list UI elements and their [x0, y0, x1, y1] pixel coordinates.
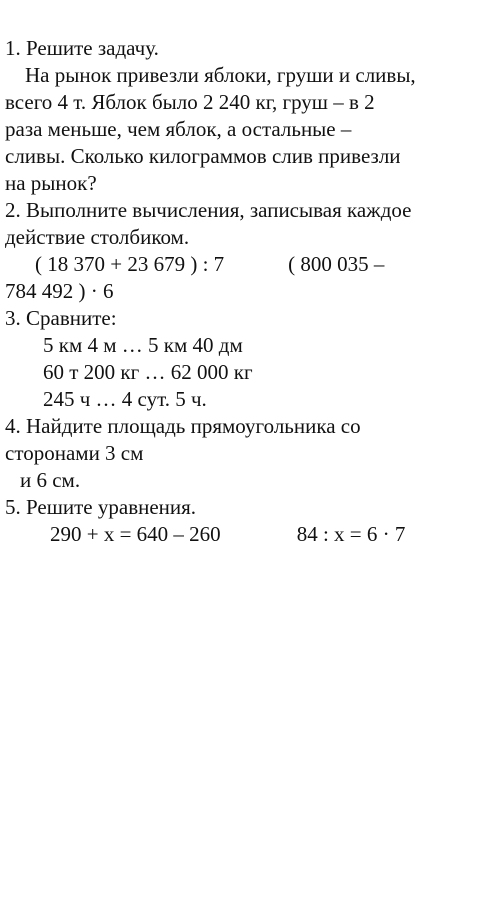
task5-equation-1: 290 + x = 640 – 260: [50, 522, 221, 546]
task3-item-1: 5 км 4 м … 5 км 40 дм: [43, 333, 243, 357]
task3-heading: 3. Сравните:: [5, 306, 117, 330]
task1-line-4: сливы. Сколько килограммов слив привезли: [5, 144, 401, 168]
task1-heading: 1. Решите задачу.: [5, 36, 159, 60]
task5-equations-row: [5, 521, 500, 548]
task2-expression-2-end: 784 492 ) · 6: [5, 279, 114, 303]
task1-line-3: раза меньше, чем яблок, а остальные –: [5, 117, 352, 141]
task5-heading: 5. Решите уравнения.: [5, 495, 197, 519]
task3-item-2: 60 т 200 кг … 62 000 кг: [43, 360, 253, 384]
task1-line-1: На рынок привезли яблоки, груши и сливы,: [25, 63, 416, 87]
task3-item-3: 245 ч … 4 сут. 5 ч.: [43, 387, 207, 411]
task2-expression-1: ( 18 370 + 23 679 ) : 7: [35, 252, 225, 276]
task1-line-2: всего 4 т. Яблок было 2 240 кг, груш – в 2: [5, 90, 375, 114]
task1-line-5: на рынок?: [5, 171, 97, 195]
task2-expression-2-start: ( 800 035 –: [288, 252, 385, 276]
task5-equation-2: 84 : x = 6 · 7: [296, 522, 406, 546]
task2-expression-row: [5, 251, 500, 278]
task2-heading-line-2: действие столбиком.: [5, 225, 190, 249]
task4-line-2: сторонами 3 см: [5, 441, 144, 465]
task4-continuation: и 6 см.: [20, 468, 81, 492]
task4-line-1: 4. Найдите площадь прямоугольника со: [5, 414, 361, 438]
task2-heading-line-1: 2. Выполните вычисления, записывая каждое: [5, 198, 412, 222]
